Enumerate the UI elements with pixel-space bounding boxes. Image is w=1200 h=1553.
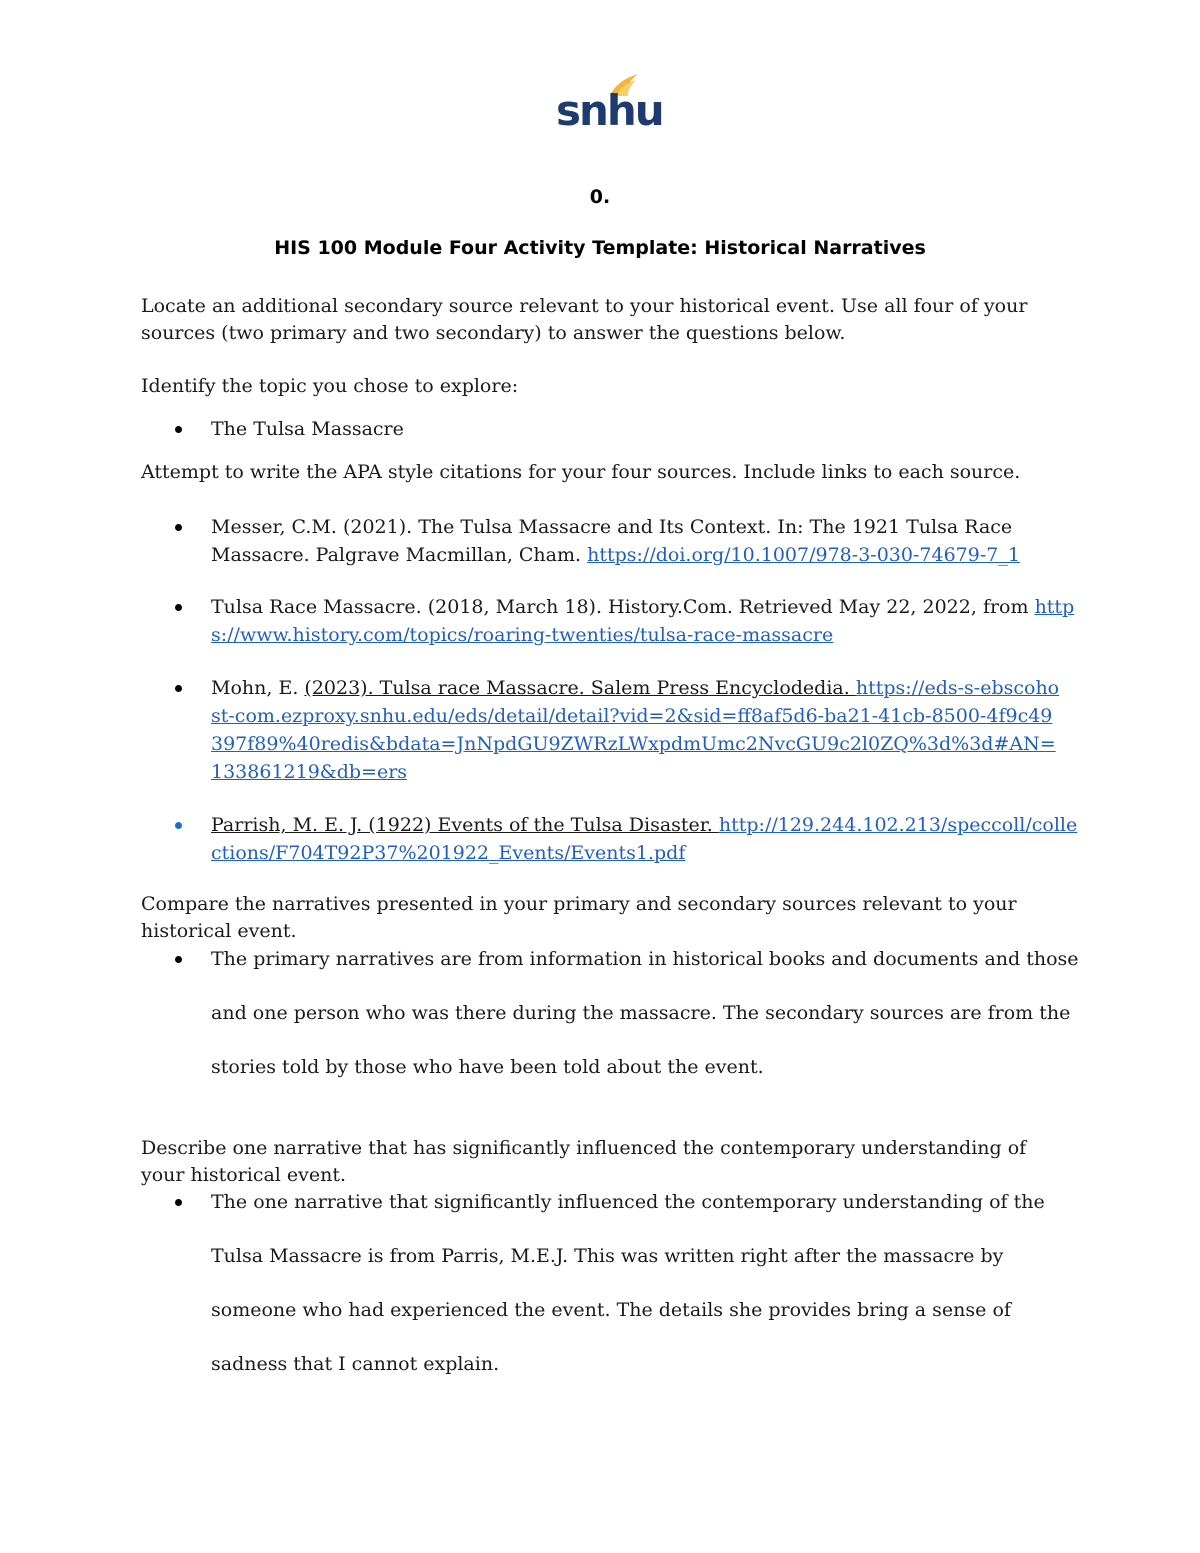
compare-answer: The primary narratives are from information in historical books and documents and those and one person who was there during the massacre. The secondary sources are from the stories told by those who have been told about the event.	[211, 948, 1079, 1078]
citation-item	[211, 593, 1081, 649]
citation-item	[211, 513, 1081, 569]
compare-answer-item	[211, 932, 1081, 1094]
citation-item	[211, 674, 1061, 786]
citations-prompt: Attempt to write the APA style citations for your four sources. Include links to each source.	[141, 461, 1021, 483]
bullet-icon	[175, 956, 182, 963]
compare-prompt: Compare the narratives presented in your primary and secondary sources relevant to your historical event.	[141, 893, 1017, 942]
describe-answer-item	[211, 1175, 1081, 1391]
intro-paragraph: Locate an additional secondary source relevant to your historical event. Use all four of your sources (two primary and two secondary) to answer the questions below.	[141, 295, 1028, 344]
citation-text: Messer, C.M. (2021). The Tulsa Massacre and Its Context. In: The 1921 Tulsa Race Massacre. Palgrave Macmillan, Cham.	[211, 516, 1013, 566]
topic-answer: The Tulsa Massacre	[211, 418, 404, 440]
logo-wordmark: snhu	[556, 86, 663, 135]
bullet-icon	[175, 524, 182, 531]
bullet-icon	[175, 1199, 182, 1206]
bullet-icon	[175, 822, 182, 829]
citation-text: Mohn, E.	[211, 677, 305, 699]
topic-answer-item	[211, 415, 1081, 443]
citation-item	[211, 811, 1081, 867]
bullet-icon	[175, 426, 182, 433]
citation-text-underlined: (2023). Tulsa race Massacre. Salem Press Encyclodedia.	[304, 677, 856, 699]
bullet-icon	[175, 685, 182, 692]
describe-answer: The one narrative that significantly influenced the contemporary understanding of the Tulsa Massacre is from Parris, M.E.J. This was written right after the massacre by someone who had experienced the event. The details she provides bring a sense of sadness that I cannot explain.	[211, 1191, 1045, 1375]
citation-link[interactable]: http://129.244.102.213/speccoll/collections/F704T92P37%201922_Events/Events1.pdf	[211, 814, 1078, 864]
topic-prompt: Identify the topic you chose to explore:	[141, 375, 519, 397]
citation-link[interactable]: https://eds-s-ebscohost-com.ezproxy.snhu.edu/eds/detail/detail?vid=2&sid=ff8af5d6-ba21-41cb-8500-4f9c49397f89%40redis&bdata=JnNpdGU9ZWRzLWxpdmUmc2NvcGU9c2l0ZQ%3d%3d#AN=133861219&db=ers	[211, 677, 1060, 783]
citation-link[interactable]: https://doi.org/10.1007/978-3-030-74679-7_1	[587, 544, 1020, 566]
describe-prompt: Describe one narrative that has significantly influenced the contemporary understanding of your historical event.	[141, 1137, 1027, 1186]
citation-text: Tulsa Race Massacre. (2018, March 18). History.Com. Retrieved May 22, 2022, from	[211, 596, 1035, 618]
page-title: HIS 100 Module Four Activity Template: Historical Narratives	[274, 237, 926, 259]
page-number: 0.	[589, 186, 611, 208]
bullet-icon	[175, 604, 182, 611]
citation-link[interactable]: https://www.history.com/topics/roaring-twenties/tulsa-race-massacre	[211, 596, 1075, 646]
snhu-logo	[556, 72, 663, 135]
citation-text-underlined: Parrish, M. E. J. (1922) Events of the Tulsa Disaster.	[211, 814, 719, 836]
